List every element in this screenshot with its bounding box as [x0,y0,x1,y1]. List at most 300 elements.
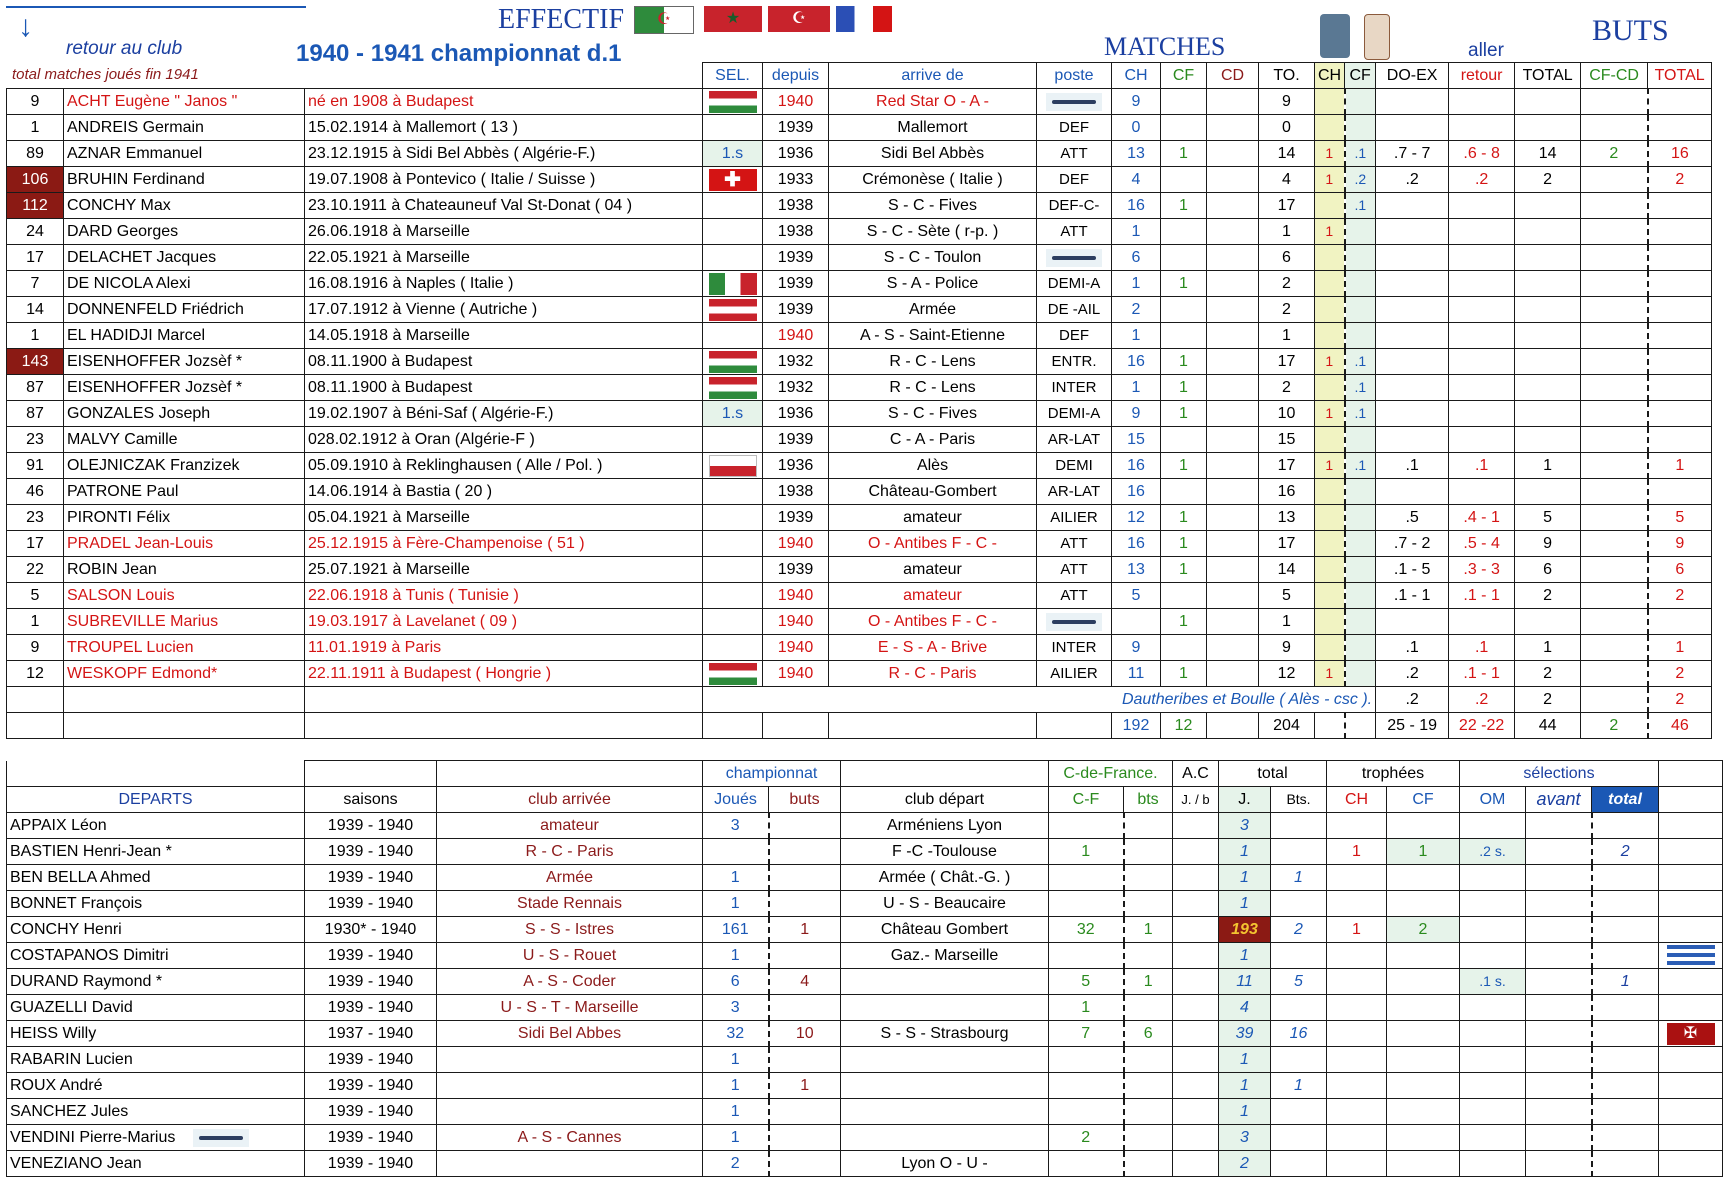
player-trophy-cf [1345,219,1376,245]
depart-row[interactable] [7,917,1723,943]
player-selection [703,219,763,245]
back-arrow-icon[interactable]: ↓ [18,10,33,43]
player-retour [1449,297,1515,323]
player-depuis: 1939 [763,115,829,141]
player-row[interactable] [7,349,1712,375]
player-trophy-cf: .1 [1345,349,1376,375]
player-trophy-cf [1345,297,1376,323]
grp-selections: sélections [1460,761,1659,787]
player-cf [1161,245,1207,271]
player-cd [1207,271,1259,297]
player-cd [1207,505,1259,531]
player-ch: 1 [1112,323,1161,349]
player-to: 13 [1259,505,1315,531]
col-cfcd: CF-CD [1581,63,1648,89]
player-depuis: 1940 [763,531,829,557]
depart-club-depart [841,1125,1049,1151]
depart-row[interactable] [7,865,1723,891]
player-trophy-cf [1345,505,1376,531]
player-trophy-cf: .1 [1345,193,1376,219]
player-depuis: 1938 [763,219,829,245]
depart-jb [1173,1021,1219,1047]
player-matches-total: 5 [7,583,64,609]
depart-row[interactable] [7,891,1723,917]
player-total [1515,479,1581,505]
depart-club-arrivee: U - S - Rouet [437,943,703,969]
depart-club-depart: Armée ( Chât.-G. ) [841,865,1049,891]
depart-row[interactable] [7,969,1723,995]
player-depuis: 1936 [763,141,829,167]
depart-cf [1049,1073,1124,1099]
player-to: 14 [1259,141,1315,167]
player-grand-total [1648,89,1712,115]
depart-flag [1659,1073,1723,1099]
departs-table [6,760,1723,1177]
player-grand-total [1648,245,1712,271]
depart-row[interactable] [7,1073,1723,1099]
hdr-om: OM [1460,787,1526,813]
airplane-icon [1046,249,1102,267]
player-depuis: 1939 [763,427,829,453]
totals-doex: 25 - 19 [1376,713,1449,739]
algeria-flag-icon: ☪ [634,6,694,34]
depart-cf: 1 [1049,839,1124,865]
player-birth: 11.01.1919 à Paris [305,635,703,661]
player-selection [703,661,763,687]
player-matches-total: 112 [7,193,64,219]
player-row[interactable] [7,245,1712,271]
depart-j: 1 [1219,1073,1271,1099]
depart-jb [1173,969,1219,995]
player-cf: 1 [1161,609,1207,635]
player-row[interactable] [7,219,1712,245]
player-retour: .6 - 8 [1449,141,1515,167]
depart-flag [1659,839,1723,865]
player-selection [703,557,763,583]
depart-bts2 [1271,1125,1327,1151]
airplane-icon [1046,613,1102,631]
depart-om: .1 s. [1460,969,1526,995]
player-trophy-cf: .1 [1345,141,1376,167]
player-poste [1037,89,1112,115]
player-cf: 1 [1161,375,1207,401]
player-row[interactable] [7,427,1712,453]
depart-ch [1327,943,1387,969]
depart-row[interactable] [7,943,1723,969]
depart-bts [1124,813,1173,839]
depart-buts: 4 [769,969,841,995]
depart-saisons: 1939 - 1940 [305,1099,437,1125]
player-selection [703,505,763,531]
depart-flag [1659,1099,1723,1125]
player-doex: .1 - 5 [1376,557,1449,583]
player-matches-total: 12 [7,661,64,687]
player-row[interactable] [7,479,1712,505]
depart-club-arrivee: R - C - Paris [437,839,703,865]
csc-row [7,687,1712,713]
player-grand-total: 6 [1648,557,1712,583]
player-poste: ATT [1037,141,1112,167]
player-ch: 2 [1112,297,1161,323]
player-cfcd [1581,531,1648,557]
player-grand-total: 5 [1648,505,1712,531]
depart-cf2 [1387,1047,1460,1073]
player-total [1515,193,1581,219]
player-to: 17 [1259,193,1315,219]
player-name: AZNAR Emmanuel [64,141,305,167]
depart-row[interactable] [7,995,1723,1021]
player-doex [1376,609,1449,635]
depart-bts: 6 [1124,1021,1173,1047]
totals-blank [703,713,763,739]
depart-flag [1659,813,1723,839]
depart-joues [703,839,769,865]
depart-row[interactable] [7,1099,1723,1125]
player-trophy-cf [1345,531,1376,557]
totals-cfcd: 2 [1581,713,1648,739]
csc-retour: .2 [1449,687,1515,713]
depart-om [1460,1073,1526,1099]
depart-cf: 2 [1049,1125,1124,1151]
player-trophy-cf: .1 [1345,401,1376,427]
depart-cf [1049,1151,1124,1177]
hdr-club-depart: club départ [841,787,1049,813]
it-flag-icon [709,273,757,295]
player-birth: 22.05.1921 à Marseille [305,245,703,271]
player-arrive-de: R - C - Lens [829,375,1037,401]
player-row[interactable] [7,167,1712,193]
totals-blank [305,713,703,739]
player-ch: 1 [1112,375,1161,401]
depart-joues: 161 [703,917,769,943]
depart-joues: 1 [703,1099,769,1125]
trophy-ch-icon [1320,14,1350,58]
player-grand-total: 16 [1648,141,1712,167]
depart-total [1592,1099,1659,1125]
depart-jb [1173,1099,1219,1125]
depart-ch [1327,969,1387,995]
depart-buts: 1 [769,1073,841,1099]
player-row[interactable] [7,609,1712,635]
depart-club-arrivee [437,1099,703,1125]
player-trophy-cf [1345,635,1376,661]
player-retour [1449,271,1515,297]
player-trophy-ch [1315,375,1345,401]
depart-row[interactable] [7,1151,1723,1177]
player-arrive-de: Sidi Bel Abbès [829,141,1037,167]
player-trophy-ch: 1 [1315,167,1345,193]
player-grand-total: 2 [1648,167,1712,193]
depart-club-arrivee: Armée [437,865,703,891]
player-matches-total: 1 [7,609,64,635]
csc-total: 2 [1515,687,1581,713]
player-birth: né en 1908 à Budapest [305,89,703,115]
player-row[interactable] [7,323,1712,349]
player-depuis: 1938 [763,193,829,219]
depart-cf2 [1387,1099,1460,1125]
depart-name: CONCHY Henri [7,917,305,943]
player-grand-total [1648,219,1712,245]
depart-om [1460,1151,1526,1177]
depart-club-depart: Château Gombert [841,917,1049,943]
player-matches-total: 17 [7,531,64,557]
hdr-buts: buts [769,787,841,813]
departs-header-row [7,787,1723,813]
depart-bts [1124,891,1173,917]
player-cd [1207,115,1259,141]
depart-om [1460,995,1526,1021]
player-cfcd [1581,661,1648,687]
depart-bts [1124,839,1173,865]
player-to: 17 [1259,453,1315,479]
depart-j: 4 [1219,995,1271,1021]
player-cd [1207,427,1259,453]
player-birth: 22.11.1911 à Budapest ( Hongrie ) [305,661,703,687]
totals-tch [1315,713,1345,739]
player-row[interactable] [7,89,1712,115]
player-to: 16 [1259,479,1315,505]
depart-saisons: 1939 - 1940 [305,891,437,917]
player-grand-total: 2 [1648,661,1712,687]
player-selection [703,193,763,219]
player-cf: 1 [1161,401,1207,427]
player-poste: DEF [1037,167,1112,193]
morocco-flag-icon: ★ [704,6,762,32]
player-trophy-ch [1315,557,1345,583]
depart-bts2 [1271,1047,1327,1073]
depart-jb [1173,1151,1219,1177]
depart-club-depart [841,1073,1049,1099]
depart-name: HEISS Willy [7,1021,305,1047]
player-to: 17 [1259,349,1315,375]
player-arrive-de: R - C - Lens [829,349,1037,375]
france-flag-icon [836,6,892,32]
player-cf [1161,427,1207,453]
player-row[interactable] [7,661,1712,687]
player-grand-total [1648,401,1712,427]
total-note: total matches joués fin 1941 [12,66,199,83]
depart-bts2: 1 [1271,1073,1327,1099]
player-grand-total: 2 [1648,583,1712,609]
player-poste: AILIER [1037,661,1112,687]
player-matches-total: 1 [7,115,64,141]
depart-saisons: 1939 - 1940 [305,1125,437,1151]
depart-row[interactable] [7,813,1723,839]
player-doex [1376,219,1449,245]
grp-blank-1 [7,761,305,787]
back-link[interactable]: retour au club [66,38,183,59]
hu-flag-icon [709,377,757,399]
player-row[interactable] [7,401,1712,427]
depart-avant [1526,943,1592,969]
player-retour: .1 - 1 [1449,661,1515,687]
depart-total [1592,1021,1659,1047]
player-row[interactable] [7,505,1712,531]
grp-total: total [1219,761,1327,787]
player-row[interactable] [7,531,1712,557]
depart-row[interactable] [7,1021,1723,1047]
player-arrive-de: Alès [829,453,1037,479]
depart-club-arrivee: Stade Rennais [437,891,703,917]
col-sel: SEL. [703,63,763,89]
player-row[interactable] [7,375,1712,401]
player-row[interactable] [7,297,1712,323]
player-arrive-de: R - C - Paris [829,661,1037,687]
depart-saisons: 1939 - 1940 [305,1073,437,1099]
player-to: 0 [1259,115,1315,141]
csc-grand-total: 2 [1648,687,1712,713]
grp-championnat: championnat [703,761,841,787]
depart-jb [1173,1125,1219,1151]
depart-avant [1526,1021,1592,1047]
player-row[interactable] [7,141,1712,167]
player-row[interactable] [7,115,1712,141]
depart-ch [1327,1047,1387,1073]
depart-j: 1 [1219,1099,1271,1125]
player-trophy-ch [1315,609,1345,635]
player-cd [1207,583,1259,609]
player-name: EL HADIDJI Marcel [64,323,305,349]
player-matches-total: 7 [7,271,64,297]
player-birth: 15.02.1914 à Mallemort ( 13 ) [305,115,703,141]
depart-ch [1327,1151,1387,1177]
player-row[interactable] [7,635,1712,661]
player-grand-total [1648,323,1712,349]
player-row[interactable] [7,193,1712,219]
player-selection [703,271,763,297]
player-cfcd [1581,349,1648,375]
player-trophy-ch [1315,505,1345,531]
depart-row[interactable] [7,839,1723,865]
player-name: EISENHOFFER Jozsèf * [64,375,305,401]
depart-flag [1659,1047,1723,1073]
player-trophy-ch [1315,531,1345,557]
player-grand-total: 1 [1648,453,1712,479]
player-selection [703,375,763,401]
player-name: BRUHIN Ferdinand [64,167,305,193]
csc-blank [64,687,305,713]
depart-flag [1659,1021,1723,1047]
depart-cf [1049,1047,1124,1073]
player-trophy-ch: 1 [1315,453,1345,479]
player-matches-total: 22 [7,557,64,583]
player-name: DE NICOLA Alexi [64,271,305,297]
player-ch: 9 [1112,401,1161,427]
player-arrive-de: S - C - Sète ( r-p. ) [829,219,1037,245]
depart-club-arrivee: A - S - Coder [437,969,703,995]
player-birth: 05.09.1910 à Reklinghausen ( Alle / Pol. ) [305,453,703,479]
player-cfcd [1581,297,1648,323]
depart-bts2 [1271,943,1327,969]
player-ch: 1 [1112,219,1161,245]
depart-j: 1 [1219,865,1271,891]
depart-row[interactable] [7,1047,1723,1073]
player-cf: 1 [1161,505,1207,531]
col-doex: DO-EX [1376,63,1449,89]
depart-club-depart: Arméniens Lyon [841,813,1049,839]
depart-joues: 32 [703,1021,769,1047]
player-total [1515,245,1581,271]
player-cd [1207,349,1259,375]
col-tcf: CF [1345,63,1376,89]
depart-om [1460,1047,1526,1073]
player-name: PRADEL Jean-Louis [64,531,305,557]
depart-jb [1173,995,1219,1021]
player-trophy-cf [1345,427,1376,453]
depart-jb [1173,891,1219,917]
player-cfcd [1581,89,1648,115]
depart-ch: 1 [1327,839,1387,865]
col-cd: CD [1207,63,1259,89]
player-trophy-ch [1315,323,1345,349]
depart-jb [1173,813,1219,839]
player-matches-total: 23 [7,505,64,531]
player-cfcd [1581,635,1648,661]
depart-club-arrivee [437,1151,703,1177]
player-birth: 14.05.1918 à Marseille [305,323,703,349]
player-poste: ATT [1037,557,1112,583]
player-arrive-de: amateur [829,583,1037,609]
pl-flag-icon [709,455,757,477]
depart-row[interactable] [7,1125,1723,1151]
depart-name: BEN BELLA Ahmed [7,865,305,891]
player-ch [1112,609,1161,635]
totals-total: 44 [1515,713,1581,739]
depart-club-arrivee: Sidi Bel Abbes [437,1021,703,1047]
depart-joues: 1 [703,1073,769,1099]
player-matches-total: 106 [7,167,64,193]
depart-bts2: 2 [1271,917,1327,943]
csc-cfcd [1581,687,1648,713]
player-cfcd [1581,323,1648,349]
depart-joues: 1 [703,891,769,917]
player-arrive-de: S - A - Police [829,271,1037,297]
hdr-departs: DEPARTS [7,787,305,813]
depart-j: 39 [1219,1021,1271,1047]
depart-j: 193 [1219,917,1271,943]
player-cfcd [1581,427,1648,453]
player-total [1515,375,1581,401]
player-row[interactable] [7,557,1712,583]
depart-j: 1 [1219,891,1271,917]
depart-jb [1173,943,1219,969]
player-row[interactable] [7,271,1712,297]
player-to: 9 [1259,89,1315,115]
player-row[interactable] [7,453,1712,479]
grp-blank-5 [1659,761,1723,787]
depart-buts [769,865,841,891]
player-trophy-ch: 1 [1315,661,1345,687]
depart-cf: 1 [1049,995,1124,1021]
depart-club-depart: U - S - Beaucaire [841,891,1049,917]
depart-flag [1659,943,1723,969]
player-poste [1037,245,1112,271]
player-trophy-cf [1345,245,1376,271]
player-row[interactable] [7,583,1712,609]
player-birth: 19.07.1908 à Pontevico ( Italie / Suisse ) [305,167,703,193]
player-cf [1161,89,1207,115]
depart-jb [1173,1073,1219,1099]
col-total: TOTAL [1515,63,1581,89]
hdr-jb: J. / b [1173,787,1219,813]
depart-cf: 7 [1049,1021,1124,1047]
depart-saisons: 1939 - 1940 [305,943,437,969]
csc-note: Dautheribes et Boulle ( Alès - csc ). [703,687,1376,713]
hdr-saisons: saisons [305,787,437,813]
player-to: 2 [1259,375,1315,401]
grp-blank-2 [305,761,437,787]
player-birth: 08.11.1900 à Budapest [305,375,703,401]
